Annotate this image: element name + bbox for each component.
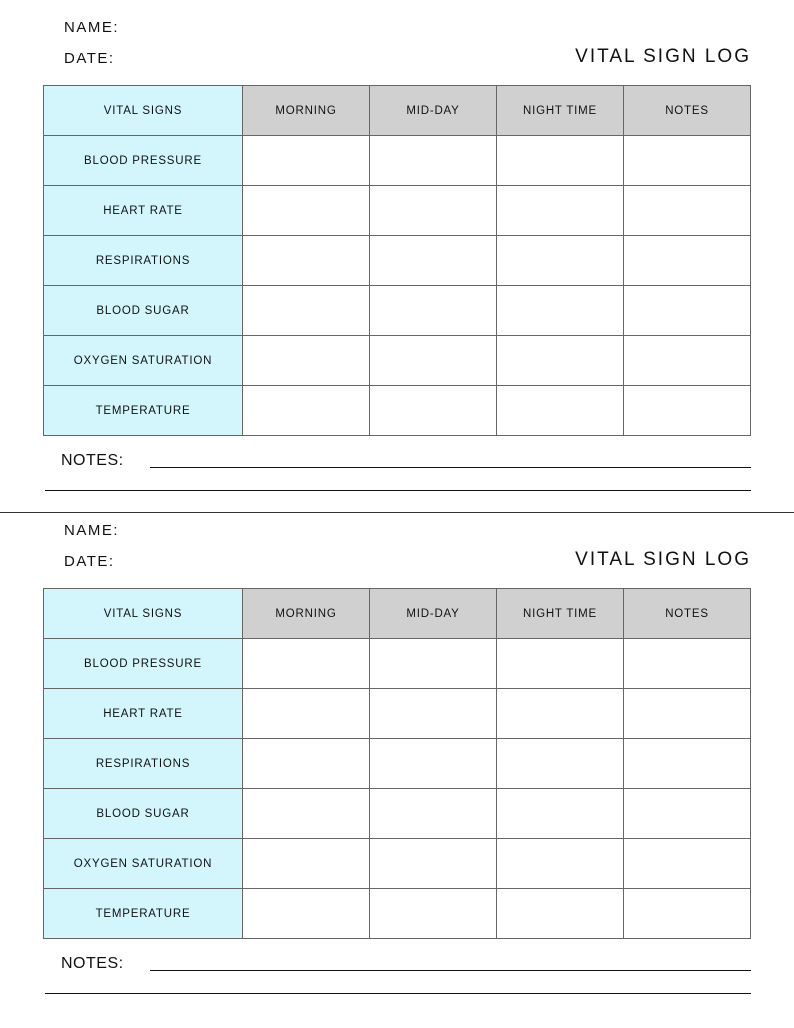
night-time-cell[interactable] (497, 839, 624, 889)
notes-cell[interactable] (624, 236, 751, 286)
column-header-notes: NOTES (624, 589, 751, 639)
table-row (44, 839, 751, 889)
morning-cell[interactable] (243, 386, 370, 436)
mid-day-cell[interactable] (370, 286, 497, 336)
name-label: NAME: (64, 522, 120, 539)
vitals-table (43, 588, 751, 939)
table-row (44, 336, 751, 386)
column-header-morning: MORNING (243, 86, 370, 136)
table-row (44, 386, 751, 436)
vitals-table (43, 85, 751, 436)
morning-cell[interactable] (243, 186, 370, 236)
mid-day-cell[interactable] (370, 739, 497, 789)
notes-cell[interactable] (624, 336, 751, 386)
morning-cell[interactable] (243, 739, 370, 789)
row-label-heart-rate: HEART RATE (44, 186, 243, 236)
column-header-morning: MORNING (243, 589, 370, 639)
notes-write-line[interactable] (150, 970, 751, 971)
notes-cell[interactable] (624, 639, 751, 689)
table-row (44, 136, 751, 186)
night-time-cell[interactable] (497, 236, 624, 286)
table-header-row (44, 86, 751, 136)
notes-cell[interactable] (624, 186, 751, 236)
notes-cell[interactable] (624, 839, 751, 889)
morning-cell[interactable] (243, 889, 370, 939)
row-label-temperature: TEMPERATURE (44, 386, 243, 436)
name-label: NAME: (64, 19, 120, 36)
morning-cell[interactable] (243, 789, 370, 839)
date-label: DATE: (64, 553, 115, 570)
mid-day-cell[interactable] (370, 236, 497, 286)
notes-write-line[interactable] (45, 490, 751, 491)
mid-day-cell[interactable] (370, 639, 497, 689)
notes-cell[interactable] (624, 889, 751, 939)
notes-label: NOTES: (61, 452, 124, 469)
night-time-cell[interactable] (497, 336, 624, 386)
column-header-vital-signs: VITAL SIGNS (44, 86, 243, 136)
table-header-row (44, 589, 751, 639)
morning-cell[interactable] (243, 336, 370, 386)
night-time-cell[interactable] (497, 136, 624, 186)
notes-write-line[interactable] (45, 993, 751, 994)
column-header-mid-day: MID-DAY (370, 86, 497, 136)
night-time-cell[interactable] (497, 386, 624, 436)
mid-day-cell[interactable] (370, 386, 497, 436)
morning-cell[interactable] (243, 286, 370, 336)
row-label-blood-pressure: BLOOD PRESSURE (44, 136, 243, 186)
row-label-blood-pressure: BLOOD PRESSURE (44, 639, 243, 689)
table-row (44, 789, 751, 839)
row-label-blood-sugar: BLOOD SUGAR (44, 789, 243, 839)
night-time-cell[interactable] (497, 186, 624, 236)
mid-day-cell[interactable] (370, 689, 497, 739)
vital-sign-log-top (0, 0, 794, 500)
night-time-cell[interactable] (497, 286, 624, 336)
mid-day-cell[interactable] (370, 889, 497, 939)
night-time-cell[interactable] (497, 639, 624, 689)
night-time-cell[interactable] (497, 739, 624, 789)
notes-cell[interactable] (624, 136, 751, 186)
notes-cell[interactable] (624, 739, 751, 789)
column-header-mid-day: MID-DAY (370, 589, 497, 639)
row-label-oxygen-saturation: OXYGEN SATURATION (44, 336, 243, 386)
morning-cell[interactable] (243, 236, 370, 286)
column-header-notes: NOTES (624, 86, 751, 136)
notes-cell[interactable] (624, 689, 751, 739)
morning-cell[interactable] (243, 639, 370, 689)
log-title: VITAL SIGN LOG (575, 46, 751, 67)
mid-day-cell[interactable] (370, 186, 497, 236)
date-label: DATE: (64, 50, 115, 67)
column-header-night-time: NIGHT TIME (497, 589, 624, 639)
row-label-temperature: TEMPERATURE (44, 889, 243, 939)
night-time-cell[interactable] (497, 789, 624, 839)
log-title: VITAL SIGN LOG (575, 549, 751, 570)
table-row (44, 186, 751, 236)
morning-cell[interactable] (243, 136, 370, 186)
row-label-blood-sugar: BLOOD SUGAR (44, 286, 243, 336)
row-label-oxygen-saturation: OXYGEN SATURATION (44, 839, 243, 889)
row-label-respirations: RESPIRATIONS (44, 739, 243, 789)
column-header-vital-signs: VITAL SIGNS (44, 589, 243, 639)
morning-cell[interactable] (243, 689, 370, 739)
vital-sign-log-bottom (0, 503, 794, 1003)
night-time-cell[interactable] (497, 689, 624, 739)
mid-day-cell[interactable] (370, 136, 497, 186)
mid-day-cell[interactable] (370, 839, 497, 889)
morning-cell[interactable] (243, 839, 370, 889)
table-row (44, 689, 751, 739)
row-label-respirations: RESPIRATIONS (44, 236, 243, 286)
table-row (44, 286, 751, 336)
column-header-night-time: NIGHT TIME (497, 86, 624, 136)
night-time-cell[interactable] (497, 889, 624, 939)
mid-day-cell[interactable] (370, 336, 497, 386)
table-row (44, 639, 751, 689)
notes-cell[interactable] (624, 789, 751, 839)
notes-cell[interactable] (624, 386, 751, 436)
mid-day-cell[interactable] (370, 789, 497, 839)
table-row (44, 889, 751, 939)
notes-write-line[interactable] (150, 467, 751, 468)
notes-cell[interactable] (624, 286, 751, 336)
row-label-heart-rate: HEART RATE (44, 689, 243, 739)
table-row (44, 739, 751, 789)
table-row (44, 236, 751, 286)
notes-label: NOTES: (61, 955, 124, 972)
